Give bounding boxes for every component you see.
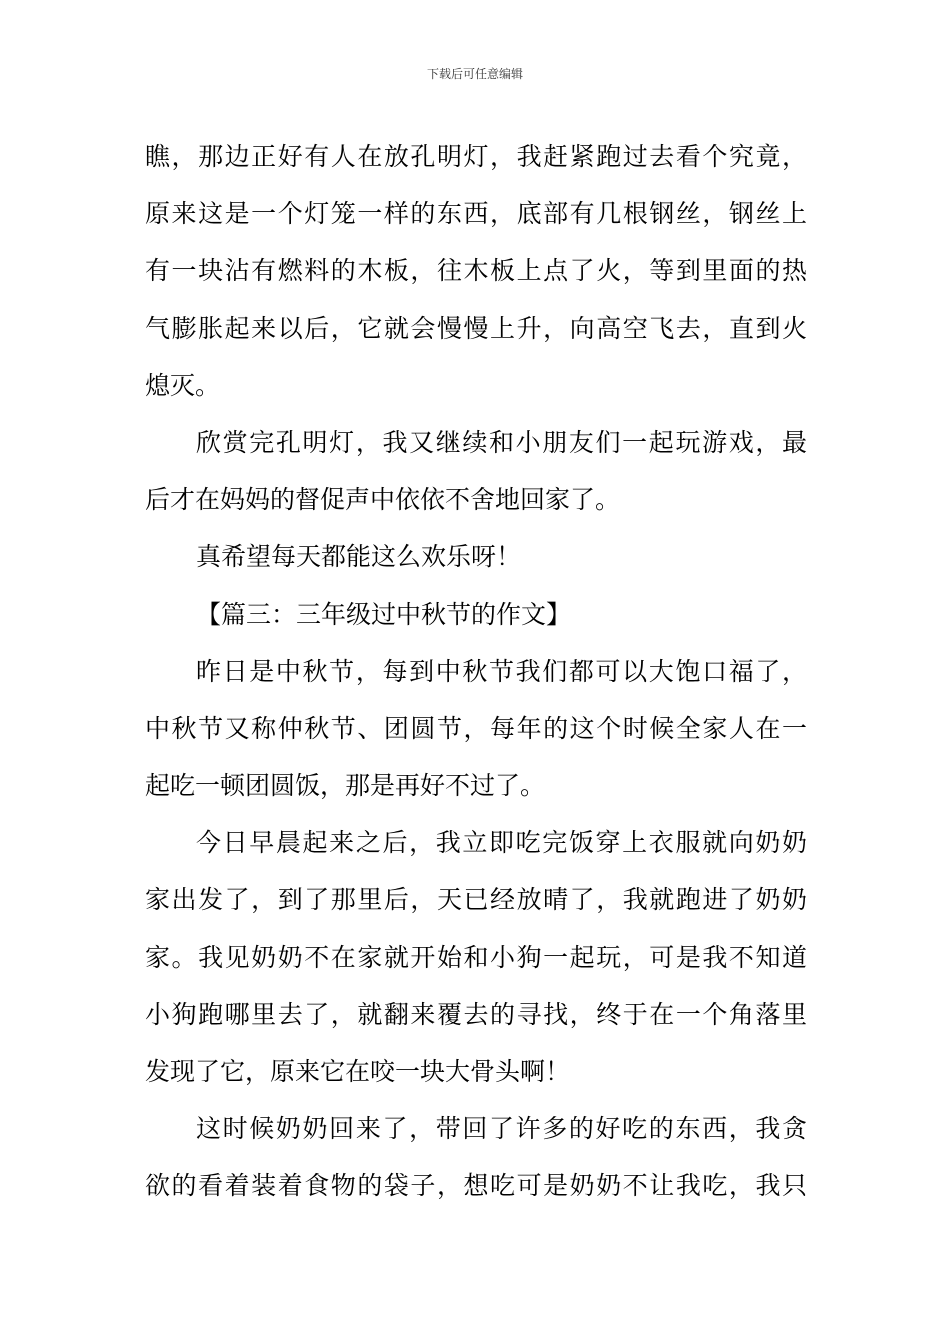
text-line: 家出发了，到了那里后，天已经放晴了，我就跑进了奶奶: [145, 885, 807, 915]
section-heading: 【篇三：三年级过中秋节的作文】: [196, 599, 572, 629]
text-line: 瞧，那边正好有人在放孔明灯，我赶紧跑过去看个究竟，: [145, 142, 807, 171]
text-line: 气膨胀起来以后，它就会慢慢上升，向高空飞去，直到火: [145, 313, 807, 343]
text-line: 中秋节又称仲秋节、团圆节，每年的这个时候全家人在一: [145, 713, 807, 743]
text-line: 小狗跑哪里去了，就翻来覆去的寻找，终于在一个角落里: [145, 999, 807, 1029]
text-line: 欲的看着装着食物的袋子，想吃可是奶奶不让我吃，我只: [145, 1171, 807, 1201]
text-line: 原来这是一个灯笼一样的东西，底部有几根钢丝，钢丝上: [145, 199, 807, 229]
text-line: 熄灭。: [145, 370, 221, 400]
text-line: 真希望每天都能这么欢乐呀！: [196, 542, 522, 572]
text-line: 后才在妈妈的督促声中依依不舍地回家了。: [145, 485, 621, 515]
text-line: 发现了它，原来它在咬一块大骨头啊！: [145, 1057, 571, 1086]
text-line: 起吃一顿团圆饭，那是再好不过了。: [145, 771, 546, 801]
text-line: 欣赏完孔明灯，我又继续和小朋友们一起玩游戏，最: [196, 427, 807, 457]
text-line: 昨日是中秋节，每到中秋节我们都可以大饱口福了，: [196, 656, 807, 686]
text-line: 家。我见奶奶不在家就开始和小狗一起玩，可是我不知道: [145, 942, 807, 972]
document-body: [145, 128, 807, 1215]
text-line: 今日早晨起来之后，我立即吃完饭穿上衣服就向奶奶: [196, 828, 807, 858]
text-line: 有一块沾有燃料的木板，往木板上点了火，等到里面的热: [145, 256, 807, 286]
page-header: 下载后可任意编辑: [426, 67, 523, 81]
text-line: 这时候奶奶回来了，带回了许多的好吃的东西，我贪: [196, 1114, 807, 1144]
